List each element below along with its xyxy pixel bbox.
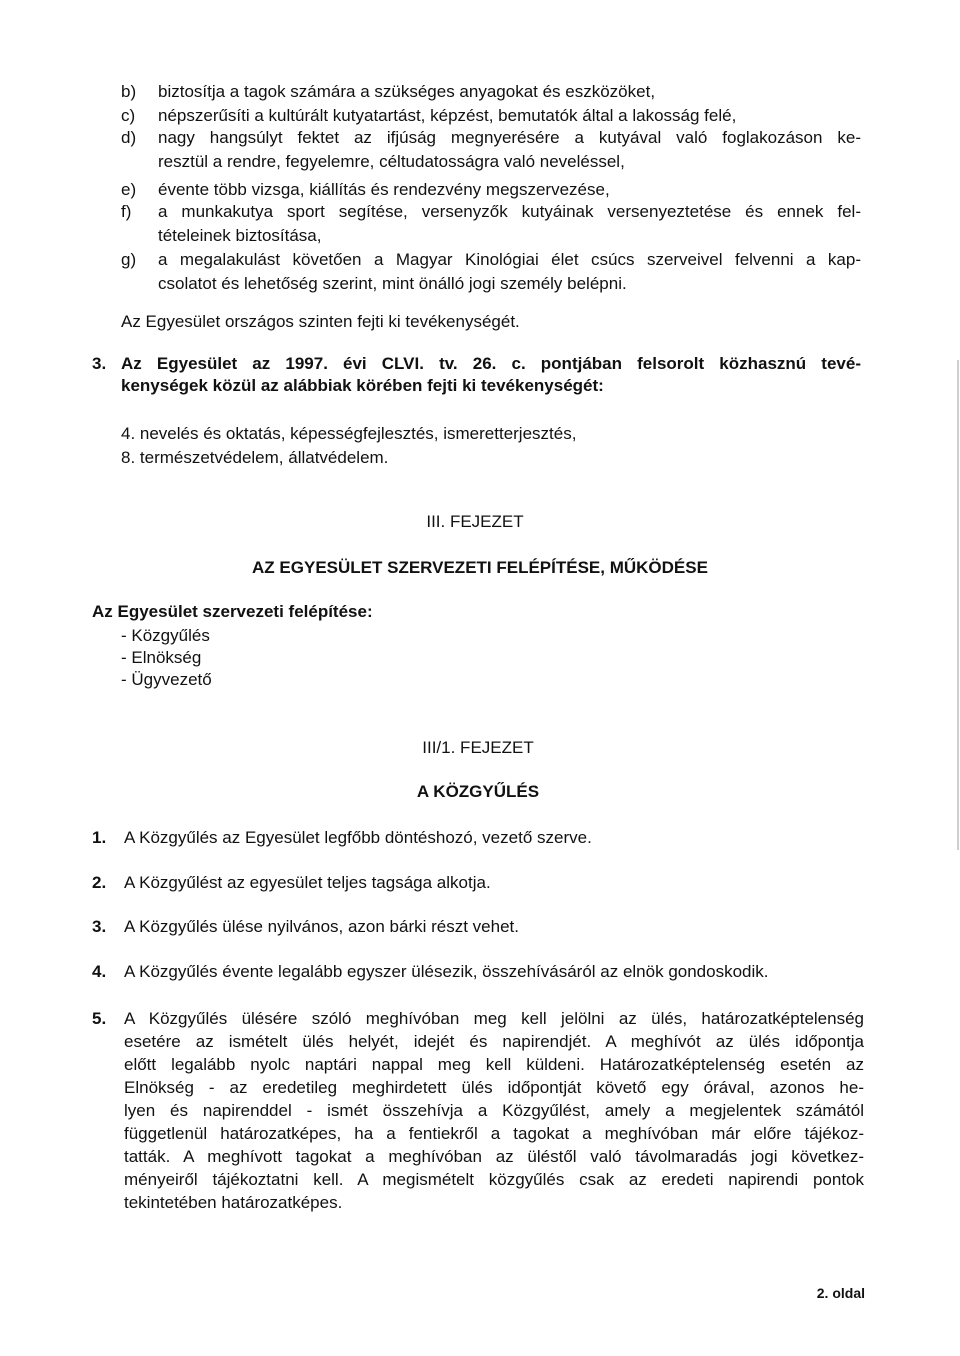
point-4-text: A Közgyűlés évente legalább egyszer ülésezik, összehívásáról az elnök gondoskodik.: [124, 962, 769, 981]
point-5-line-8: ményeiről tájékoztatni kell. A megismételt közgyűlés csak az eredeti napirendi pontok: [124, 1170, 864, 1189]
list-label-b: b): [121, 82, 137, 101]
page-number: 2. oldal: [816, 1285, 865, 1301]
chapter-3-1-label: III/1. FEJEZET: [422, 738, 534, 757]
country-line: Az Egyesület országos szinten fejti ki tevékenységét.: [121, 312, 520, 331]
structure-item-kozgyules: - Közgyűlés: [121, 626, 210, 645]
structure-item-ugyvezeto: - Ügyvezető: [121, 670, 212, 689]
point-3-number: 3.: [92, 917, 107, 936]
structure-heading: Az Egyesület szervezeti felépítése:: [92, 602, 373, 621]
list-label-e: e): [121, 180, 137, 199]
point-5-number: 5.: [92, 1009, 107, 1028]
point-5-line-5: lyen és napirenddel - ismét összehívja a Közgyűlést, amely a megjelentek számától: [124, 1101, 864, 1120]
structure-item-elnokseg: - Elnökség: [121, 648, 202, 667]
point-4-number: 4.: [92, 962, 107, 981]
activity-item-8: 8. természetvédelem, állatvédelem.: [121, 448, 389, 467]
list-item-g-line-1: a megalakulást követően a Magyar Kinológiai élet csúcs szerveivel felvenni a kap-: [158, 250, 861, 269]
section-3-line-2: kenységek közül az alábbiak körében fejti ki tevékenységét:: [121, 376, 604, 395]
list-label-d: d): [121, 128, 137, 147]
chapter-3-title: AZ EGYESÜLET SZERVEZETI FELÉPÍTÉSE, MŰKÖDÉSE: [252, 558, 708, 577]
list-item-b: biztosítja a tagok számára a szükséges anyagokat és eszközöket,: [158, 82, 656, 101]
list-label-g: g): [121, 250, 137, 269]
point-1-number: 1.: [92, 828, 107, 847]
list-item-d-line-1: nagy hangsúlyt fektet az ifjúság megnyerésére a kutyával való foglakozáson ke-: [158, 128, 861, 147]
point-5-line-4: Elnökség - az eredetileg meghirdetett ülés időpontját követő egy órával, azonos he-: [124, 1078, 864, 1097]
point-5-line-9: tekintetében határozatképes.: [124, 1193, 343, 1212]
list-item-d-line-2: resztül a rendre, fegyelemre, céltudatosságra való neveléssel,: [158, 152, 625, 171]
activity-item-4: 4. nevelés és oktatás, képességfejlesztés, ismeretterjesztés,: [121, 424, 577, 443]
point-5-line-2: esetére az ismételt ülés helyét, idejét és napirendjét. A meghívót az ülés időpontja: [124, 1032, 864, 1051]
list-item-c: népszerűsíti a kultúrált kutyatartást, képzést, bemutatók által a lakosság felé,: [158, 106, 737, 125]
list-item-g-line-2: csolatot és lehetőség szerint, mint önálló jogi személy belépni.: [158, 274, 627, 293]
section-3-line-1: Az Egyesület az 1997. évi CLVI. tv. 26. c. pontjában felsorolt közhasznú tevé-: [121, 354, 861, 373]
list-item-e: évente több vizsga, kiállítás és rendezvény megszervezése,: [158, 180, 610, 199]
scan-edge-line: [957, 360, 959, 850]
point-5-line-7: tatták. A meghívott tagokat a meghívóban az üléstől való távolmaradás jogi következ-: [124, 1147, 864, 1166]
point-2-text: A Közgyűlést az egyesület teljes tagsága alkotja.: [124, 873, 491, 892]
point-3-text: A Közgyűlés ülése nyilvános, azon bárki részt vehet.: [124, 917, 519, 936]
point-5-line-6: függetlenül határozatképes, ha a fentiekről a tagokat a meghívóban már előre tájékoz-: [124, 1124, 864, 1143]
list-label-f: f): [121, 202, 132, 221]
list-label-c: c): [121, 106, 136, 125]
list-item-f-line-2: tételeinek biztosítása,: [158, 226, 322, 245]
point-5-line-1: A Közgyűlés ülésére szóló meghívóban meg kell jelölni az ülés, határozatképtelenség: [124, 1009, 864, 1028]
point-1-text: A Közgyűlés az Egyesület legfőbb döntéshozó, vezető szerve.: [124, 828, 592, 847]
point-5-line-3: előtt legalább nyolc naptári nappal meg kell küldeni. Határozatképtelenség esetén az: [124, 1055, 864, 1074]
chapter-3-1-title: A KÖZGYŰLÉS: [416, 782, 540, 801]
point-2-number: 2.: [92, 873, 107, 892]
list-item-f-line-1: a munkakutya sport segítése, versenyzők kutyáinak versenyeztetése és ennek fel-: [158, 202, 861, 221]
section-3-number: 3.: [92, 354, 107, 373]
chapter-3-label: III. FEJEZET: [426, 512, 524, 531]
